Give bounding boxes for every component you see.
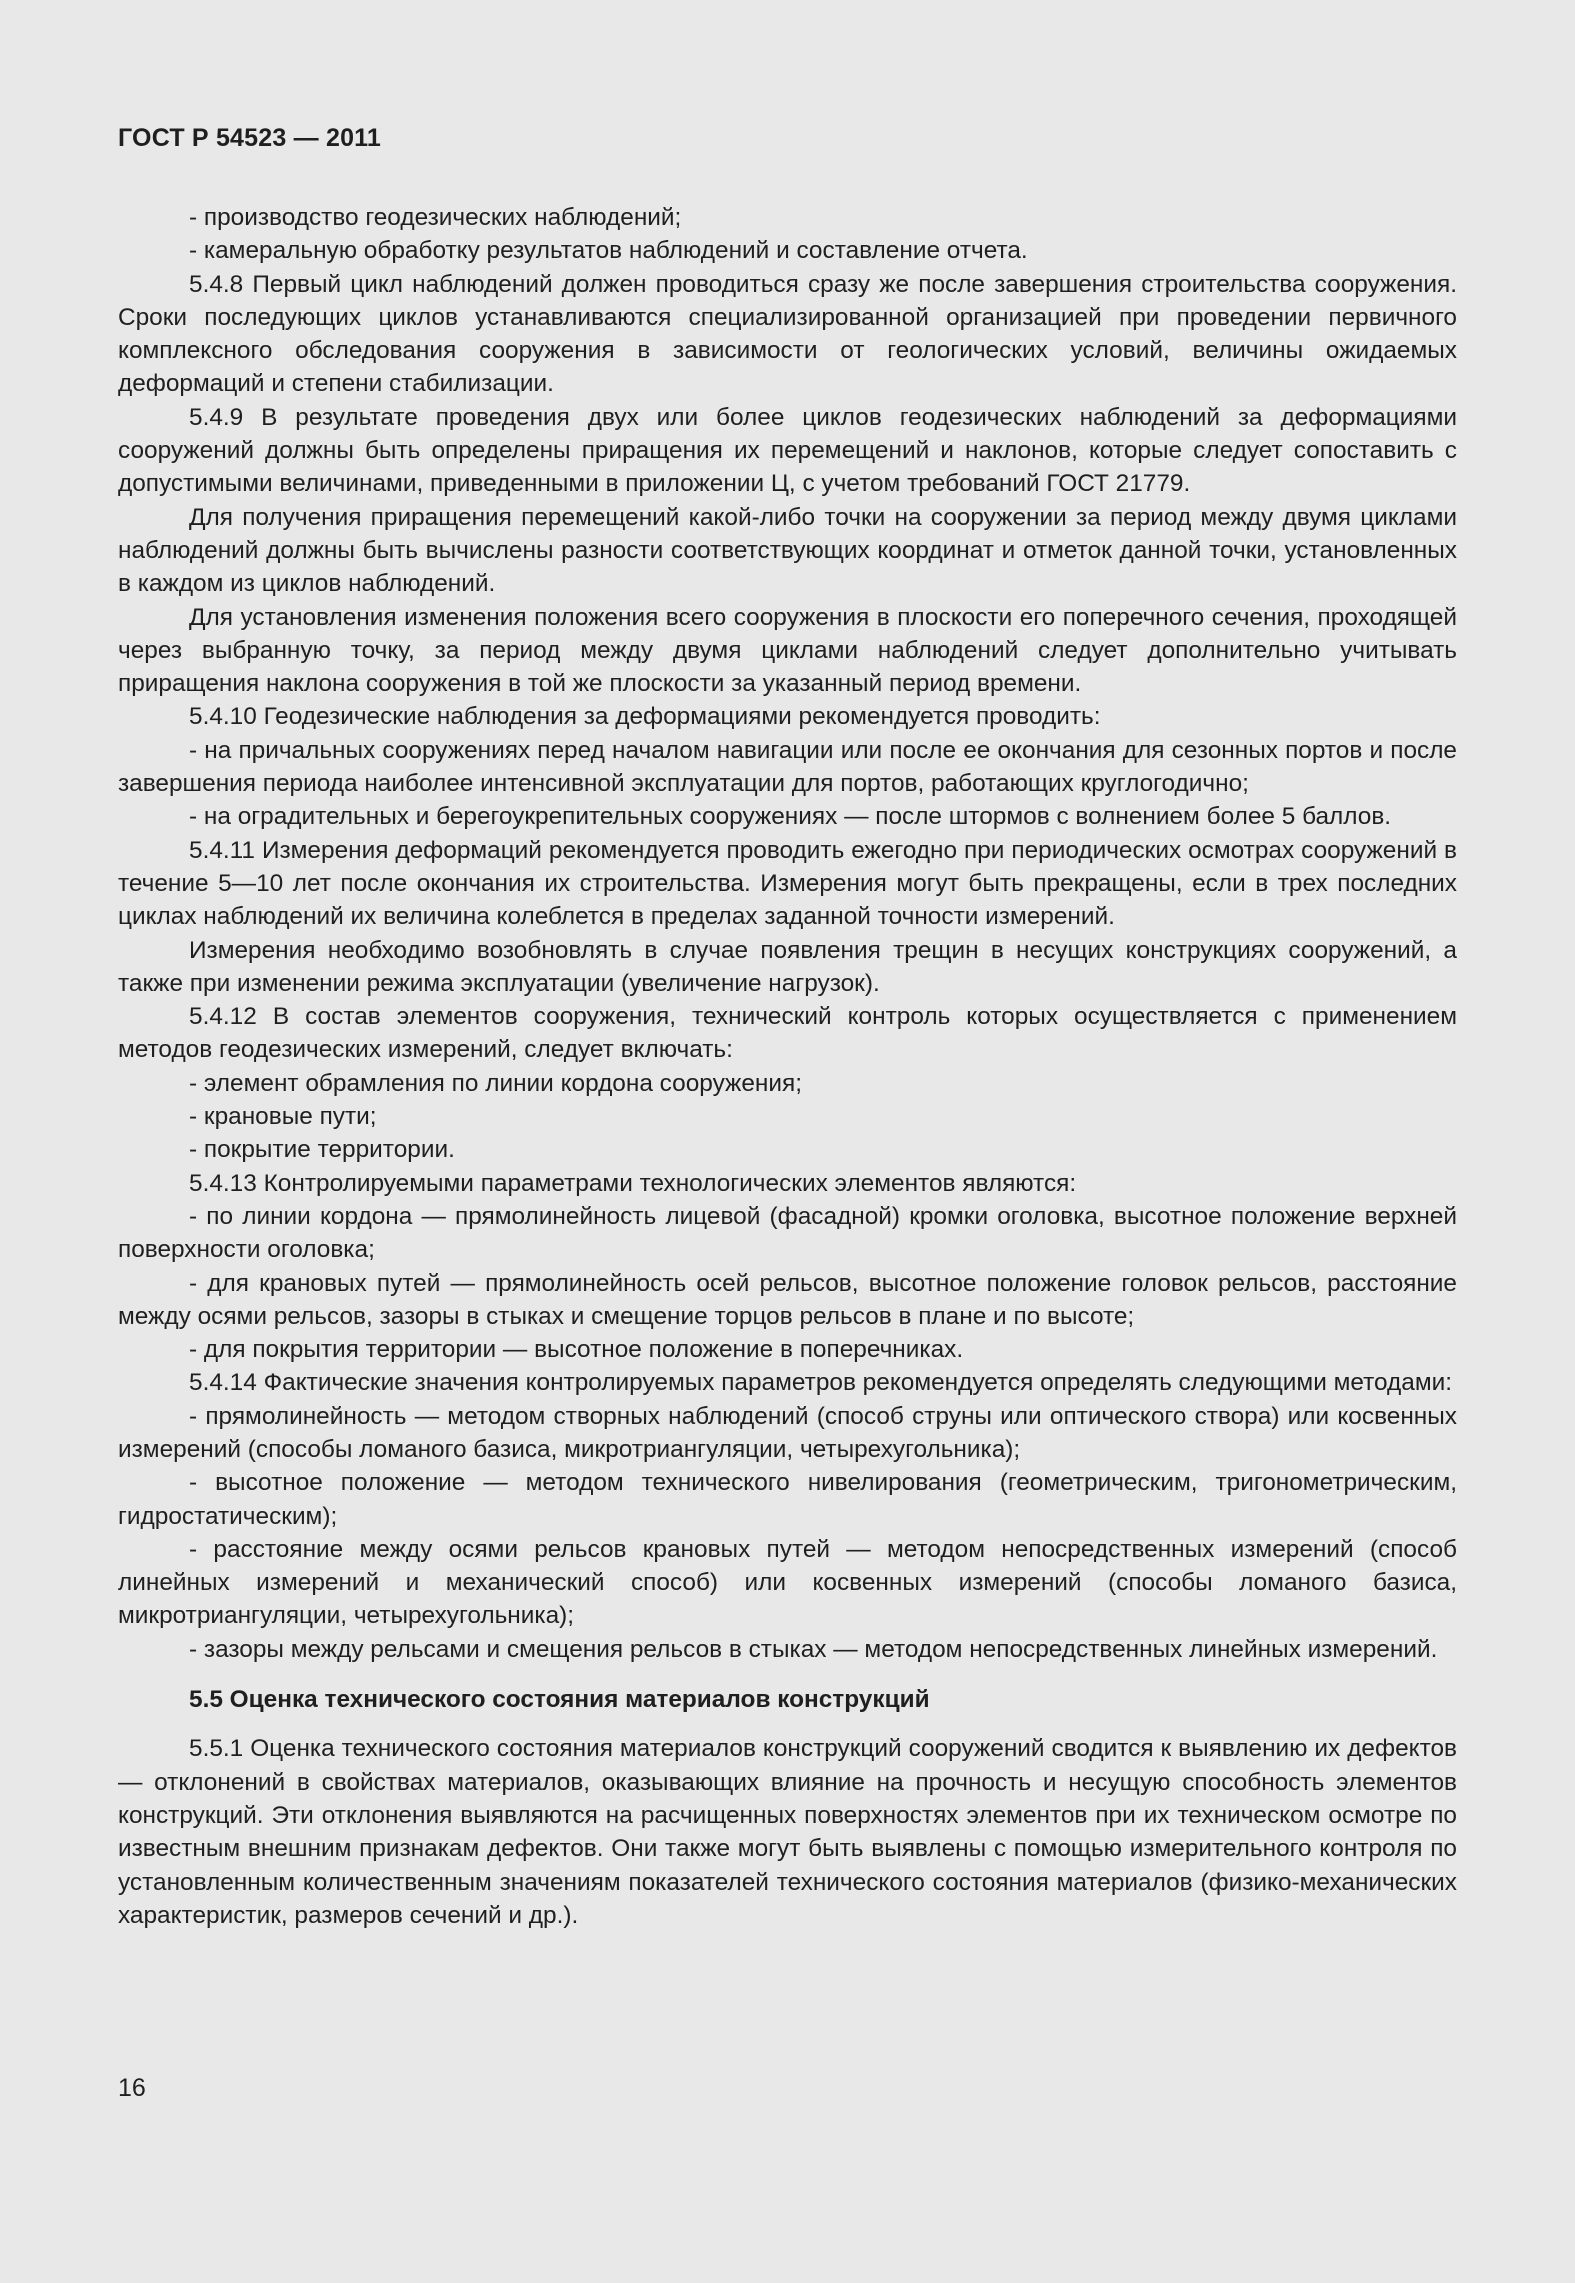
paragraph: - покрытие территории.: [189, 1136, 455, 1164]
paragraph: 5.4.13 Контролируемыми параметрами технологических элементов являются:: [189, 1169, 1077, 1197]
paragraph: - для крановых путей — прямолинейность осей рельсов, высотное положение головок рельсов, расстояние между осями рельсов, зазоры в стыках и смещение торцов рельсов в плане и по высоте;: [118, 1269, 1457, 1330]
section-heading: 5.5 Оценка технического состояния материалов конструкций: [189, 1686, 930, 1714]
document-header: ГОСТ Р 54523 — 2011: [118, 124, 382, 152]
paragraph: 5.4.11 Измерения деформаций рекомендуется проводить ежегодно при периодических осмотрах сооружений в течение 5—10 лет после окончания их строительства. Измерения могут быть прекращены, если в трех последних циклах наблюдений их величина колеблется в пределах заданной точности измерений.: [118, 836, 1457, 931]
paragraph: - крановые пути;: [189, 1103, 377, 1131]
paragraph: - производство геодезических наблюдений;: [189, 204, 682, 231]
paragraph: 5.5.1 Оценка технического состояния материалов конструкций сооружений сводится к выявлению их дефектов — отклонений в свойствах материалов, оказывающих влияние на прочность и несущую способность элементов конструкций. Эти отклонения выявляются на расчищенных поверхностях элементов при их техническом осмотре по известным внешним признакам дефектов. Они также могут быть выявлены с помощью измерительного контроля по установленным количественным значениям показателей технического состояния материалов (физико-механических характеристик, размеров сечений и др.).: [118, 1735, 1457, 1929]
paragraph: - по линии кордона — прямолинейность лицевой (фасадной) кромки оголовка, высотное положение верхней поверхности оголовка;: [118, 1202, 1457, 1264]
paragraph: 5.4.8 Первый цикл наблюдений должен проводиться сразу же после завершения строительства сооружения. Сроки последующих циклов устанавливаются специализированной организацией при проведении первичного комплексного обследования сооружения в зависимости от геологических условий, величины ожидаемых деформаций и степени стабилизации.: [118, 270, 1457, 398]
paragraph: - прямолинейность — методом створных наблюдений (способ струны или оптического створа) или косвенных измерений (способы ломаного базиса, микротриангуляции, четырехугольника);: [118, 1402, 1457, 1463]
paragraph: Для получения приращения перемещений какой-либо точки на сооружении за период между двумя циклами наблюдений должны быть вычислены разности соответствующих координат и отметок данной точки, установленных в каждом из циклов наблюдений.: [118, 503, 1457, 598]
paragraph: 5.4.10 Геодезические наблюдения за деформациями рекомендуется проводить:: [189, 703, 1101, 731]
paragraph: 5.4.12 В состав элементов сооружения, технический контроль которых осуществляется с применением методов геодезических измерений, следует включать:: [118, 1003, 1457, 1064]
page-number: 16: [118, 2074, 146, 2102]
paragraph: - на оградительных и берегоукрепительных сооружениях — после штормов с волнением более 5 баллов.: [189, 803, 1392, 831]
paragraph: - для покрытия территории — высотное положение в поперечниках.: [189, 1336, 964, 1364]
paragraph: Для установления изменения положения всего сооружения в плоскости его поперечного сечения, проходящей через выбранную точку, за период между двумя циклами наблюдений следует дополнительно учитывать приращения наклона сооружения в той же плоскости за указанный период времени.: [118, 603, 1457, 698]
paragraph: - расстояние между осями рельсов крановых путей — методом непосредственных измерений (способ линейных измерений и механический способ) или косвенных измерений (способы ломаного базиса, микротриангуляции, четырехугольника);: [118, 1535, 1457, 1630]
paragraph: - зазоры между рельсами и смещения рельсов в стыках — методом непосредственных линейных измерений.: [189, 1635, 1438, 1663]
paragraph: 5.4.9 В результате проведения двух или более циклов геодезических наблюдений за деформациями сооружений должны быть определены приращения их перемещений и наклонов, которые следует сопоставить с допустимыми величинами, приведенными в приложении Ц, с учетом требований ГОСТ 21779.: [118, 403, 1457, 498]
paragraph: - камеральную обработку результатов наблюдений и составление отчета.: [189, 237, 1028, 265]
paragraph: - элемент обрамления по линии кордона сооружения;: [189, 1069, 803, 1097]
paragraph: - высотное положение — методом технического нивелирования (геометрическим, тригонометрическим, гидростатическим);: [118, 1469, 1457, 1530]
document-body: [118, 201, 1457, 1932]
paragraph: - на причальных сооружениях перед началом навигации или после ее окончания для сезонных портов и после завершения периода наиболее интенсивной эксплуатации для портов, работающих круглогодично;: [118, 736, 1457, 798]
paragraph: 5.4.14 Фактические значения контролируемых параметров рекомендуется определять следующими методами:: [189, 1369, 1453, 1397]
paragraph: Измерения необходимо возобновлять в случае появления трещин в несущих конструкциях сооружений, а также при изменении режима эксплуатации (увеличение нагрузок).: [118, 936, 1457, 997]
